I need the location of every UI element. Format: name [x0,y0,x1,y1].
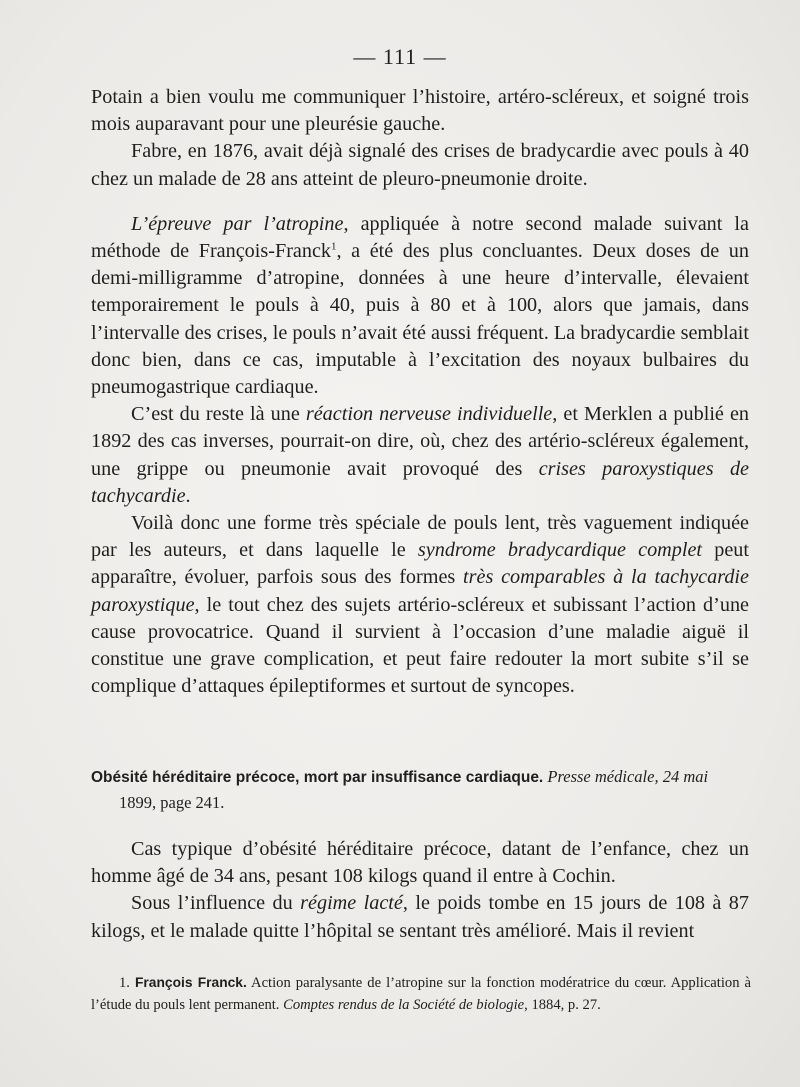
merklen-text-c: . [185,484,191,507]
merklen-italic-2: crises paroxystiques de tachycardie [91,457,749,507]
citation-heading [91,764,751,815]
footnote [91,972,751,1016]
citation-pages: 1899, page 241. [119,793,225,812]
merklen-text-a: C’est du reste là une [131,403,306,426]
paragraph-conclusion [91,510,749,700]
section-two-text [91,836,749,945]
regime-italic: régime lacté [300,892,403,915]
regime-text-b: , le poids tombe en 15 jours de 108 à 87 kilogs, et le malade quitte l’hôpital se sentant très amélioré. Mais il revient [91,892,749,942]
footnote-number: 1. [119,975,130,991]
regime-text-a: Sous l’influence du [131,892,301,915]
conclusion-italic-2: très comparables à la tachycardie paroxystique [91,566,749,616]
merklen-italic-1: réaction nerveuse individuelle [305,403,553,426]
paragraph-fabre: Fabre, en 1876, avait déjà signalé des crises de bradycardie avec pouls à 40 chez un malade de 28 ans atteint de pleuro-pneumonie droite. [91,140,749,190]
footnote-reference: 1 [331,240,337,253]
conclusion-text-c: , le tout chez des sujets artério-scléreux et subissant l’action d’une cause provocatrice. Quand il survient à l’occasion d’une maladie aiguë il constitue une grave complication, et peut faire redouter la mort subite s’il se complique d’attaques épileptiformes et surtout de syncopes. [91,593,749,698]
paragraph-atropine [91,211,749,401]
paragraph-potain: Potain a bien voulu me communiquer l’histoire, artéro-scléreux, et soigné trois mois auparavant pour une pleurésie gauche. [91,86,749,136]
atropine-text-a: , appliquée à notre second malade suivant la méthode de François-Franck [91,212,749,263]
citation-journal: Presse médicale [547,767,655,786]
atropine-text-b: , a été des plus concluantes. Deux doses de un demi-milligramme d’atropine, données à une heure d’intervalle, élevaient temporairement le pouls à 40, puis à 80 et à 100, alors que jamais, dans l’intervalle des crises, le pouls n’avait été aussi fréquent. La bradycardie semblait donc bien, dans ce cas, imputable à l’excitation des noyaux bulbaires du pneumogastrique cardiaque. [91,240,749,399]
paragraph-regime [91,890,749,944]
footnote-text-a: Action paralysante de l’atropine sur la fonction modératrice du cœur. Application à l’étude du pouls lent permanent. [91,975,752,1013]
conclusion-text-a: Voilà donc une forme très spéciale de pouls lent, très vaguement indiquée par les auteurs, et dans laquelle le [91,512,749,562]
footnote-text-b: , 1884, p. 27. [524,997,601,1013]
merklen-text-b: , et Merklen a publié en 1892 des cas inverses, pourrait-on dire, où, chez des artério-scléreux également, une grippe ou pneumonie avait provoqué des [91,403,749,480]
main-text [91,84,749,700]
citation-title: Obésité héréditaire précoce, mort par insuffisance cardiaque. [91,769,544,786]
footnote-journal: Comptes rendus de la Société de biologie [283,997,525,1013]
paragraph-obesity-case: Cas typique d’obésité héréditaire précoce, datant de l’enfance, chez un homme âgé de 34 ans, pesant 108 kilogs quand il entre à Cochin. [91,838,749,888]
citation-date: , 24 mai [654,767,709,786]
footnote-author: François Franck. [135,975,247,990]
paragraph-merklen [91,401,749,510]
citation-line-1 [91,764,751,790]
conclusion-italic-1: syndrome bradycardique complet [417,539,703,562]
conclusion-text-b: peut apparaître, évoluer, parfois sous des formes [91,539,749,589]
page-number: — 111 — [353,44,447,69]
atropine-test-italic: L’épreuve par l’atropine [131,212,344,235]
